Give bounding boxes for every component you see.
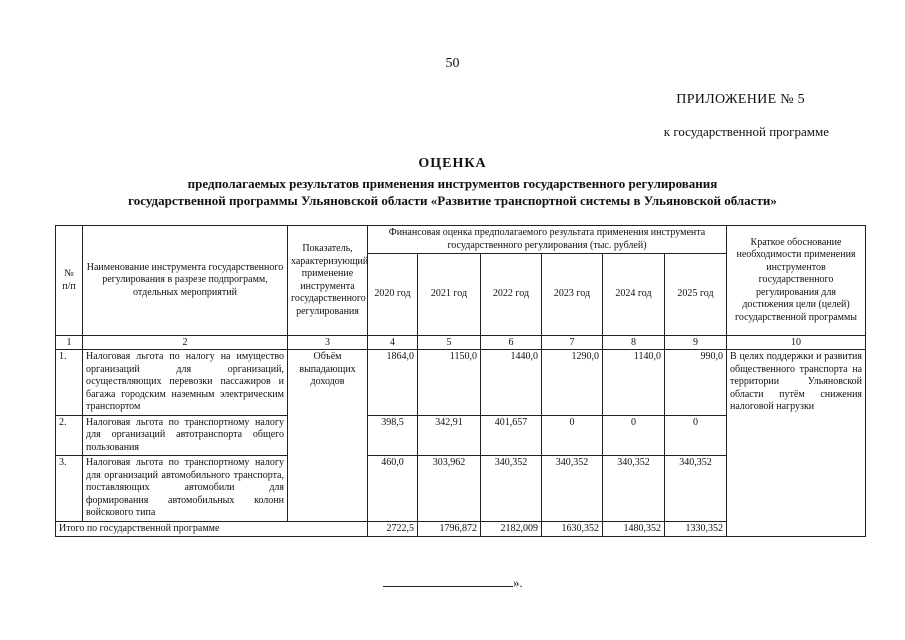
column-number: 7 — [542, 336, 603, 350]
column-number: 2 — [83, 336, 288, 350]
closing-mark — [383, 575, 523, 591]
value-2023: 0 — [542, 415, 603, 456]
closing-quote: ». — [513, 575, 523, 590]
total-2023: 1630,352 — [542, 521, 603, 537]
value-2025: 340,352 — [665, 456, 727, 522]
value-2020: 460,0 — [368, 456, 418, 522]
value-2021: 342,91 — [418, 415, 481, 456]
header-indicator: Показатель, характеризующий применение инструмента государственного регулирования — [288, 226, 368, 336]
appendix-subtitle: к государственной программе — [663, 124, 829, 139]
total-2022: 2182,009 — [481, 521, 542, 537]
column-number: 4 — [368, 336, 418, 350]
value-2021: 1150,0 — [418, 350, 481, 416]
value-2025: 990,0 — [665, 350, 727, 416]
assessment-table — [55, 225, 866, 537]
column-number: 8 — [603, 336, 665, 350]
header-year-2022: 2022 год — [481, 254, 542, 336]
row-name: Налоговая льгота по налогу на имущество организаций для организаций, осуществляющих перевозки пассажиров и багажа городским наземным электрическим транспортом — [83, 350, 288, 416]
row-num: 2. — [56, 415, 83, 456]
column-number: 9 — [665, 336, 727, 350]
row-num: 3. — [56, 456, 83, 522]
total-2024: 1480,352 — [603, 521, 665, 537]
value-2024: 1140,0 — [603, 350, 665, 416]
value-2023: 340,352 — [542, 456, 603, 522]
value-2022: 340,352 — [481, 456, 542, 522]
total-2021: 1796,872 — [418, 521, 481, 537]
total-label: Итого по государственной программе — [56, 521, 368, 537]
table-row — [56, 350, 866, 416]
value-2024: 0 — [603, 415, 665, 456]
row-name: Налоговая льгота по транспортному налогу для организаций автомобильного транспорта, поставляющих автомобили для формирования автомобильных колонн войскового типа — [83, 456, 288, 522]
header-year-2025: 2025 год — [665, 254, 727, 336]
closing-underline — [383, 576, 513, 587]
page-number: 50 — [445, 56, 460, 71]
header-num: № п/п — [56, 226, 83, 336]
value-2025: 0 — [665, 415, 727, 456]
document-subtitle — [0, 175, 905, 209]
document-title: ОЦЕНКА — [418, 156, 487, 171]
column-number-row — [56, 336, 866, 350]
value-2021: 303,962 — [418, 456, 481, 522]
column-number: 1 — [56, 336, 83, 350]
header-justification: Краткое обоснование необходимости применения инструментов государственного регулирования для достижения цели (целей) государственной программы — [727, 226, 866, 336]
document-subtitle-line-2: государственной программы Ульяновской области «Развитие транспортной системы в Ульяновской области» — [128, 193, 777, 208]
value-2024: 340,352 — [603, 456, 665, 522]
value-2022: 401,657 — [481, 415, 542, 456]
header-year-2023: 2023 год — [542, 254, 603, 336]
document-subtitle-line-1: предполагаемых результатов применения инструментов государственного регулирования — [187, 176, 718, 191]
total-2020: 2722,5 — [368, 521, 418, 537]
header-name: Наименование инструмента государственного регулирования в разрезе подпрограмм, отдельных мероприятий — [83, 226, 288, 336]
value-2022: 1440,0 — [481, 350, 542, 416]
column-number: 6 — [481, 336, 542, 350]
header-year-2021: 2021 год — [418, 254, 481, 336]
value-2020: 1864,0 — [368, 350, 418, 416]
header-finance: Финансовая оценка предполагаемого результата применения инструмента государственного регулирования (тыс. рублей) — [368, 226, 727, 254]
header-year-2024: 2024 год — [603, 254, 665, 336]
total-2025: 1330,352 — [665, 521, 727, 537]
row-name: Налоговая льгота по транспортному налогу для организаций автотранспорта общего пользования — [83, 415, 288, 456]
indicator-cell: Объём выпадающих доходов — [288, 350, 368, 522]
column-number: 10 — [727, 336, 866, 350]
row-num: 1. — [56, 350, 83, 416]
header-year-2020: 2020 год — [368, 254, 418, 336]
value-2020: 398,5 — [368, 415, 418, 456]
column-number: 3 — [288, 336, 368, 350]
value-2023: 1290,0 — [542, 350, 603, 416]
justification-cell: В целях поддержки и развития общественного транспорта на территории Ульяновской области путём снижения налоговой нагрузки — [727, 350, 866, 537]
column-number: 5 — [418, 336, 481, 350]
appendix-title: ПРИЛОЖЕНИЕ № 5 — [676, 92, 805, 107]
